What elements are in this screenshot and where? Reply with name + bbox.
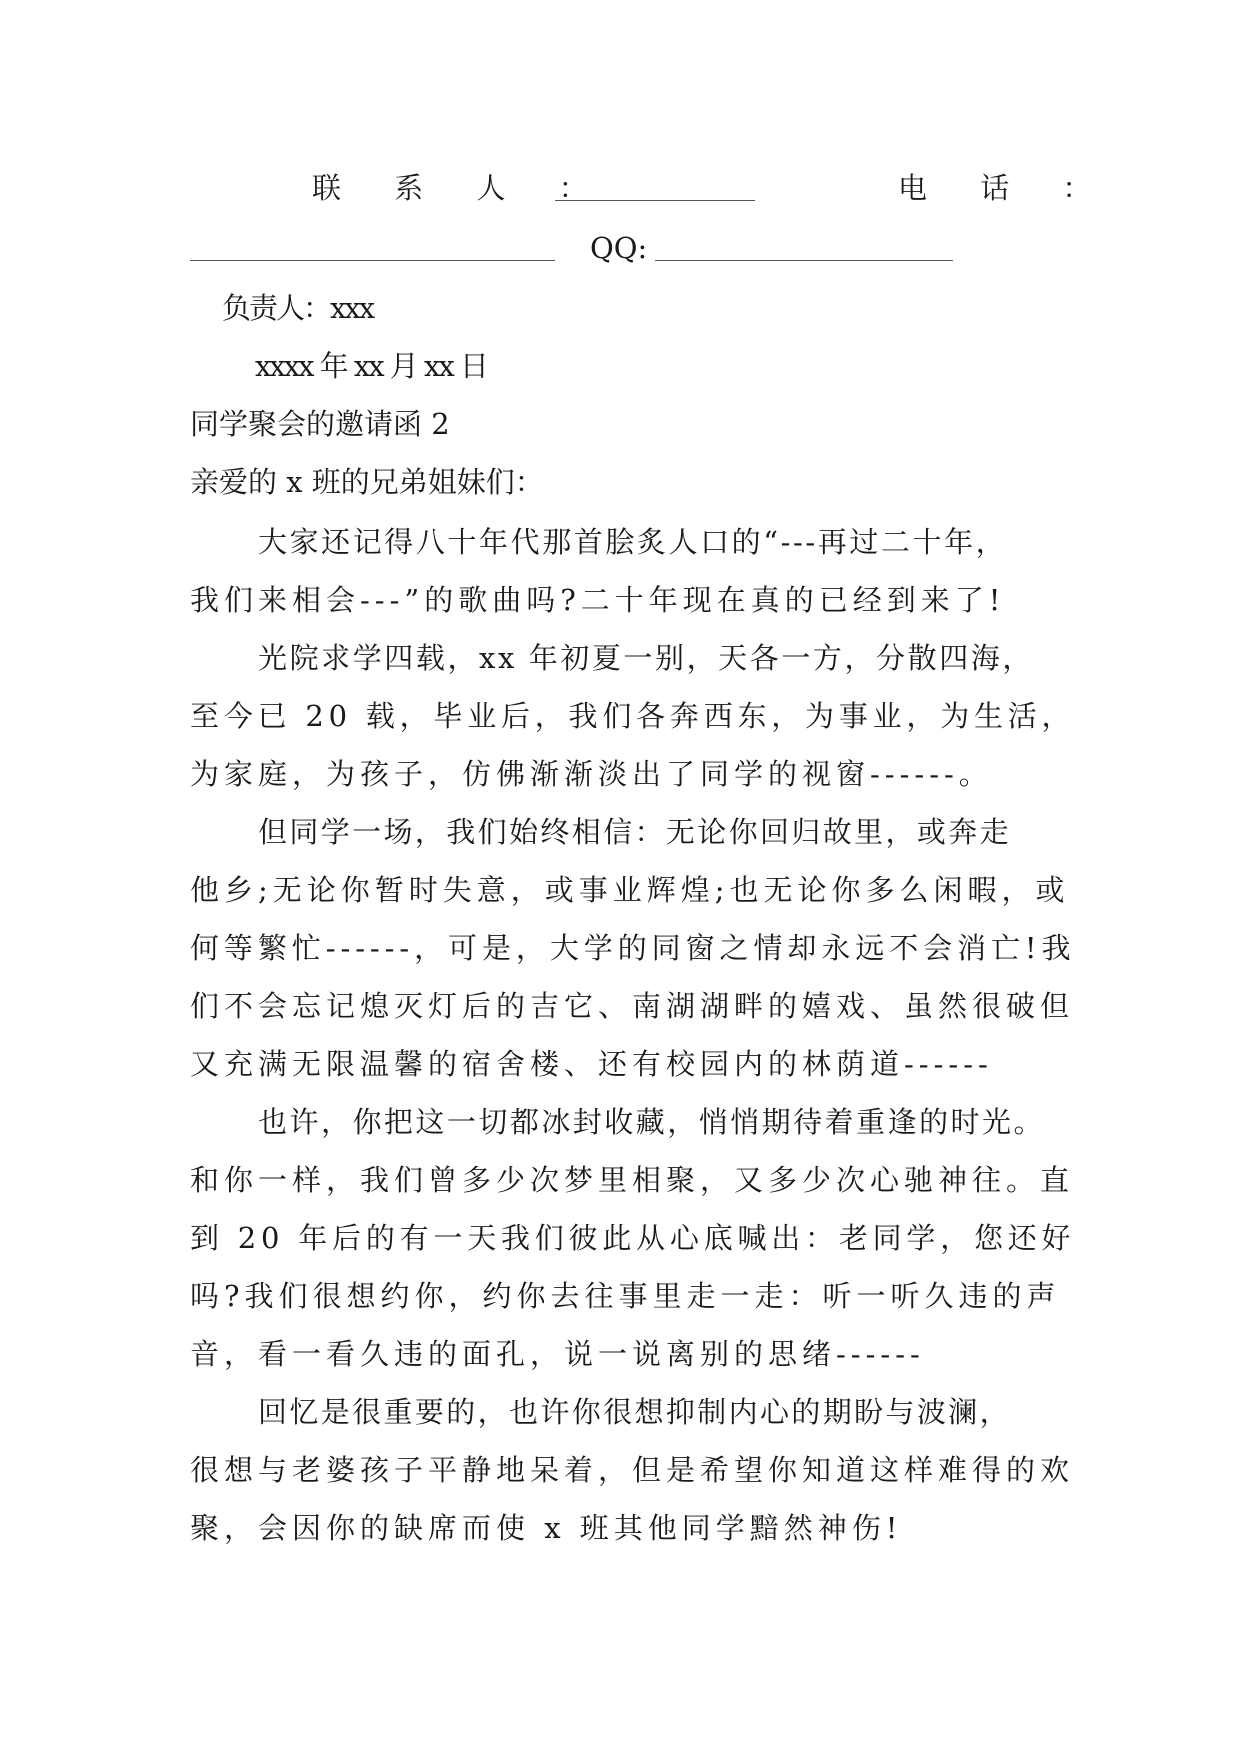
paragraph-4-line-1: 也许，你把这一切都冰封收藏，悄悄期待着重逢的时光。 — [258, 1105, 1046, 1139]
paragraph-3-line-2: 他乡;无论你暂时失意，或事业辉煌;也无论你多么闲暇，或 — [190, 873, 1070, 907]
paragraph-4-line-5: 音，看一看久违的面孔，说一说离别的思绪------ — [190, 1337, 925, 1371]
paragraph-1-line-1: 大家还记得八十年代那首脍炙人口的“---再过二十年， — [258, 525, 1008, 559]
paragraph-2-line-1: 光院求学四载，xx 年初夏一别，天各一方，分散四海， — [258, 641, 1034, 675]
qq-blank — [655, 234, 953, 261]
paragraph-3-line-1: 但同学一场，我们始终相信：无论你回归故里，或奔走 — [258, 815, 1012, 849]
paragraph-5-line-3: 聚，会因你的缺席而使 x 班其他同学黯然神伤! — [190, 1511, 903, 1545]
paragraph-4-line-4: 吗?我们很想约你，约你去往事里走一走：听一听久违的声 — [190, 1279, 1061, 1313]
responsible-person: 负责人：xxx — [222, 291, 374, 325]
paragraph-3-line-4: 们不会忘记熄灭灯后的吉它、南湖湖畔的嬉戏、虽然很破但 — [190, 989, 1075, 1023]
paragraph-2-line-2: 至今已 20 载，毕业后，我们各奔西东，为事业，为生活， — [190, 699, 1076, 733]
paragraph-1-line-2: 我们来相会---”的歌曲吗?二十年现在真的已经到来了! — [190, 583, 1006, 617]
paragraph-4-line-3: 到 20 年后的有一天我们彼此从心底喊出：老同学，您还好 — [190, 1221, 1076, 1255]
contact-person-blank — [555, 174, 755, 201]
letter-title: 同学聚会的邀请函 2 — [190, 407, 450, 441]
phone-label: 电 话 ： — [898, 171, 1114, 205]
qq-label: QQ: — [590, 231, 648, 265]
paragraph-3-line-5: 又充满无限温馨的宿舍楼、还有校园内的林荫道------ — [190, 1047, 993, 1081]
paragraph-3-line-3: 何等繁忙------，可是，大学的同窗之情却永远不会消亡!我 — [190, 931, 1076, 965]
paragraph-4-line-2: 和你一样，我们曾多少次梦里相聚，又多少次心驰神往。直 — [190, 1163, 1075, 1197]
paragraph-5-line-1: 回忆是很重要的，也许你很想抑制内心的期盼与波澜， — [258, 1395, 1012, 1429]
letter-greeting: 亲爱的 x 班的兄弟姐妹们： — [190, 465, 544, 499]
contact-person-label: 联 系 人 ： — [312, 171, 610, 205]
signature-date: xxxx 年 xx 月 xx 日 — [255, 349, 487, 383]
paragraph-5-line-2: 很想与老婆孩子平静地呆着，但是希望你知道这样难得的欢 — [190, 1453, 1075, 1487]
phone-blank — [190, 234, 555, 261]
paragraph-2-line-3: 为家庭，为孩子，仿佛渐渐淡出了同学的视窗------。 — [190, 757, 993, 791]
